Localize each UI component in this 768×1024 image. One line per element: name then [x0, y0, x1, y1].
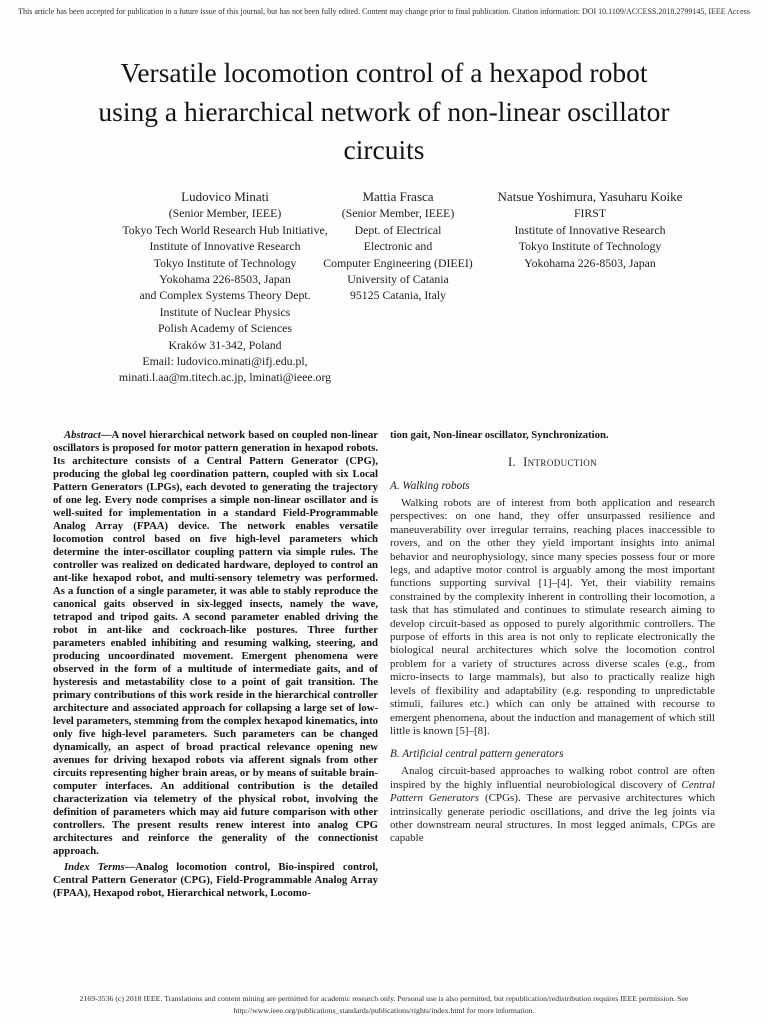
author-email-line: Email: ludovico.minati@ifj.edu.pl, [142, 354, 308, 369]
title-line: circuits [343, 134, 425, 165]
paragraph-cpg [390, 765, 715, 845]
index-terms-paragraph [53, 861, 378, 900]
author-affiliation-line: Institute of Nuclear Physics [159, 304, 291, 319]
author-column [476, 189, 704, 271]
subsection-heading-walking-robots: A. Walking robots [390, 480, 470, 492]
author-affiliation-line: Tokyo Institute of Technology [518, 239, 662, 254]
paragraph-cpg-text: Analog circuit-based approaches to walking robot control are often inspired by the highly influential neurobiological discovery of [390, 765, 715, 791]
paragraph-walking-robots: Walking robots are of interest from both application and research perspectives: on one hand, they offer unsurpassed resilience and maneuverability over irregular terrains, reaching places inaccessible to rovers, and on the other they yield important insights into animal behavior and neurophysiology, since many species possess four or more legs, and adaptive motor control is arguably among the most important functions supporting survival [1]–[4]. Yet, their viability remains constrained by the complexity inherent in controlling their locomotion, a task that has stimulated and continues to stimulate research aiming to develop circuit-based as opposed to purely algorithmic controllers. The purpose of efforts in this area is not only to replicate electronically the biological neural architectures which solve the locomotion control problem for a variety of structures across diverse scales (e.g., from micro-insects to large mammals), but also to practically realize high levels of flexibility and adaptability (e.g. responding to unpredictable stimuli, failures etc.) which can only be attained with recourse to emergent phenomena, about the induction and management of which still little is known [5]–[8]. [390, 497, 715, 737]
subsection-heading-cpg: B. Artificial central pattern generators [390, 748, 564, 761]
section-heading-introduction [390, 455, 715, 470]
author-affiliation-line: Tokyo Institute of Technology [153, 255, 297, 270]
author-column [303, 189, 493, 304]
abstract-paragraph [53, 429, 378, 858]
paragraph-cpg-text: (CPGs). These are pervasive architectures which intrinsically generate periodic oscillations, and drive the leg joints via other downstream neural structures. In most legged animals, CPGs are capable [390, 792, 716, 845]
title-line: Versatile locomotion control of a hexapod robot [120, 57, 648, 88]
author-affiliation-line: Tokyo Tech World Research Hub Initiative, [122, 222, 328, 237]
footer-copyright-line: 2169-3536 (c) 2018 IEEE. Translations and content mining are permitted for academic research only. Personal use is also permitted, but republication/redistribution requires IEEE permission. See [79, 994, 689, 1003]
index-terms-continuation: tion gait, Non-linear oscillator, Synchronization. [390, 429, 609, 441]
cpg-term-italic: Central Pattern Generators [390, 778, 715, 805]
footer-url-line: http://www.ieee.org/publications_standards/publications/rights/index.html for more information. [233, 1006, 535, 1015]
author-membership-line: (Senior Member, IEEE) [168, 206, 282, 221]
author-affiliation-line: FIRST [573, 206, 607, 221]
section-number: I. [507, 455, 517, 469]
author-affiliation-line: Dept. of Electrical [354, 222, 442, 237]
author-affiliation-line: Electronic and [363, 239, 433, 254]
author-affiliation-line: Institute of Innovative Research [514, 222, 666, 237]
author-affiliation-line: 95125 Catania, Italy [350, 288, 446, 303]
title-line: using a hierarchical network of non-linear oscillator [98, 95, 670, 127]
author-name: Mattia Frasca [362, 189, 434, 204]
author-affiliation-line: Kraków 31-342, Poland [168, 337, 282, 352]
author-affiliation-line: Polish Academy of Sciences [158, 321, 292, 336]
author-affiliation-line: Computer Engineering (DIEEI) [323, 255, 473, 270]
author-name: Ludovico Minati [181, 189, 269, 204]
author-email-line: minati.l.aa@m.titech.ac.jp, lminati@ieee.org [118, 370, 332, 385]
body-columns [53, 429, 715, 900]
paper-title [34, 54, 734, 170]
abstract-text: —A novel hierarchical network based on coupled non-linear oscillators is proposed for motor pattern generation in hexapod robots. Its architecture consists of a Central Pattern Generator (CPG), producing the global leg coordination pattern, coupled with six Local Pattern Generators (LPGs), each devoted to generating the trajectory of one leg. Every node comprises a simple non-linear oscillator and is well-suited for implementation in a standard Field-Programmable Analog Array (FPAA) device. The network enables versatile locomotion control based on five high-level parameters which determine the inter-oscillator coupling pattern via simple rules. The controller was realized on dedicated hardware, deployed to control an ant-like hexapod robot, and multi-sensory telemetry was performed. As a function of a single parameter, it was able to stably reproduce the canonical gaits observed in six-legged insects, namely the wave, tetrapod and tripod gaits. A second parameter enabled driving the robot in ant-like and cockroach-like postures. Three further parameters enabled inhibiting and resuming walking, steering, and producing uncoordinated movement. Emergent phenomena were observed in the form of a multitude of intermediate gaits, and of hysteresis and metastability close to a point of gait transition. The primary contributions of this work reside in the hierarchical controller architecture and associated approach for collapsing a large set of low-level parameters, stemming from the complex hexapod kinematics, into only five high-level parameters. Such parameters can be changed dynamically, an aspect of broad practical relevance opening new avenues for driving hexapod robots via afferent signals from other circuits representing higher brain areas, or by means of suitable brain-computer interfaces. An additional contribution is the detailed characterization via telemetry of the physical robot, involving the definition of parameters which may aid future comparison with other controllers. The present results renew interest into analog CPG architectures and reinforce the generality of the connectionist approach. [53, 429, 378, 857]
section-title: Introduction [523, 455, 598, 469]
index-terms-label: Index Terms [64, 861, 125, 873]
author-affiliation-line: University of Catania [347, 272, 449, 287]
author-membership-line: (Senior Member, IEEE) [341, 206, 455, 221]
index-terms-text: —Analog locomotion control, Bio-inspired control, Central Pattern Generator (CPG), Field-Programmable Analog Array (FPAA), Hexapod robot, Hierarchical network, Locomo- [53, 861, 378, 899]
author-affiliation-line: and Complex Systems Theory Dept. [139, 288, 311, 303]
page-footer [0, 993, 768, 1017]
acceptance-notice: This article has been accepted for publication in a future issue of this journal, but has not been fully edited. Content may change prior to final publication. Citation information: DOI 10.1109/ACCESS.2018.2799145, IEEE Access [18, 7, 750, 16]
author-affiliation-line: Yokohama 226-8503, Japan [159, 272, 291, 287]
left-column [53, 429, 378, 900]
abstract-label: Abstract [64, 429, 101, 441]
author-name: Natsue Yoshimura, Yasuharu Koike [497, 189, 683, 204]
author-affiliation-line: Institute of Innovative Research [149, 239, 301, 254]
author-affiliation-line: Yokohama 226-8503, Japan [524, 255, 656, 270]
right-column [390, 429, 715, 900]
author-block [0, 189, 768, 401]
